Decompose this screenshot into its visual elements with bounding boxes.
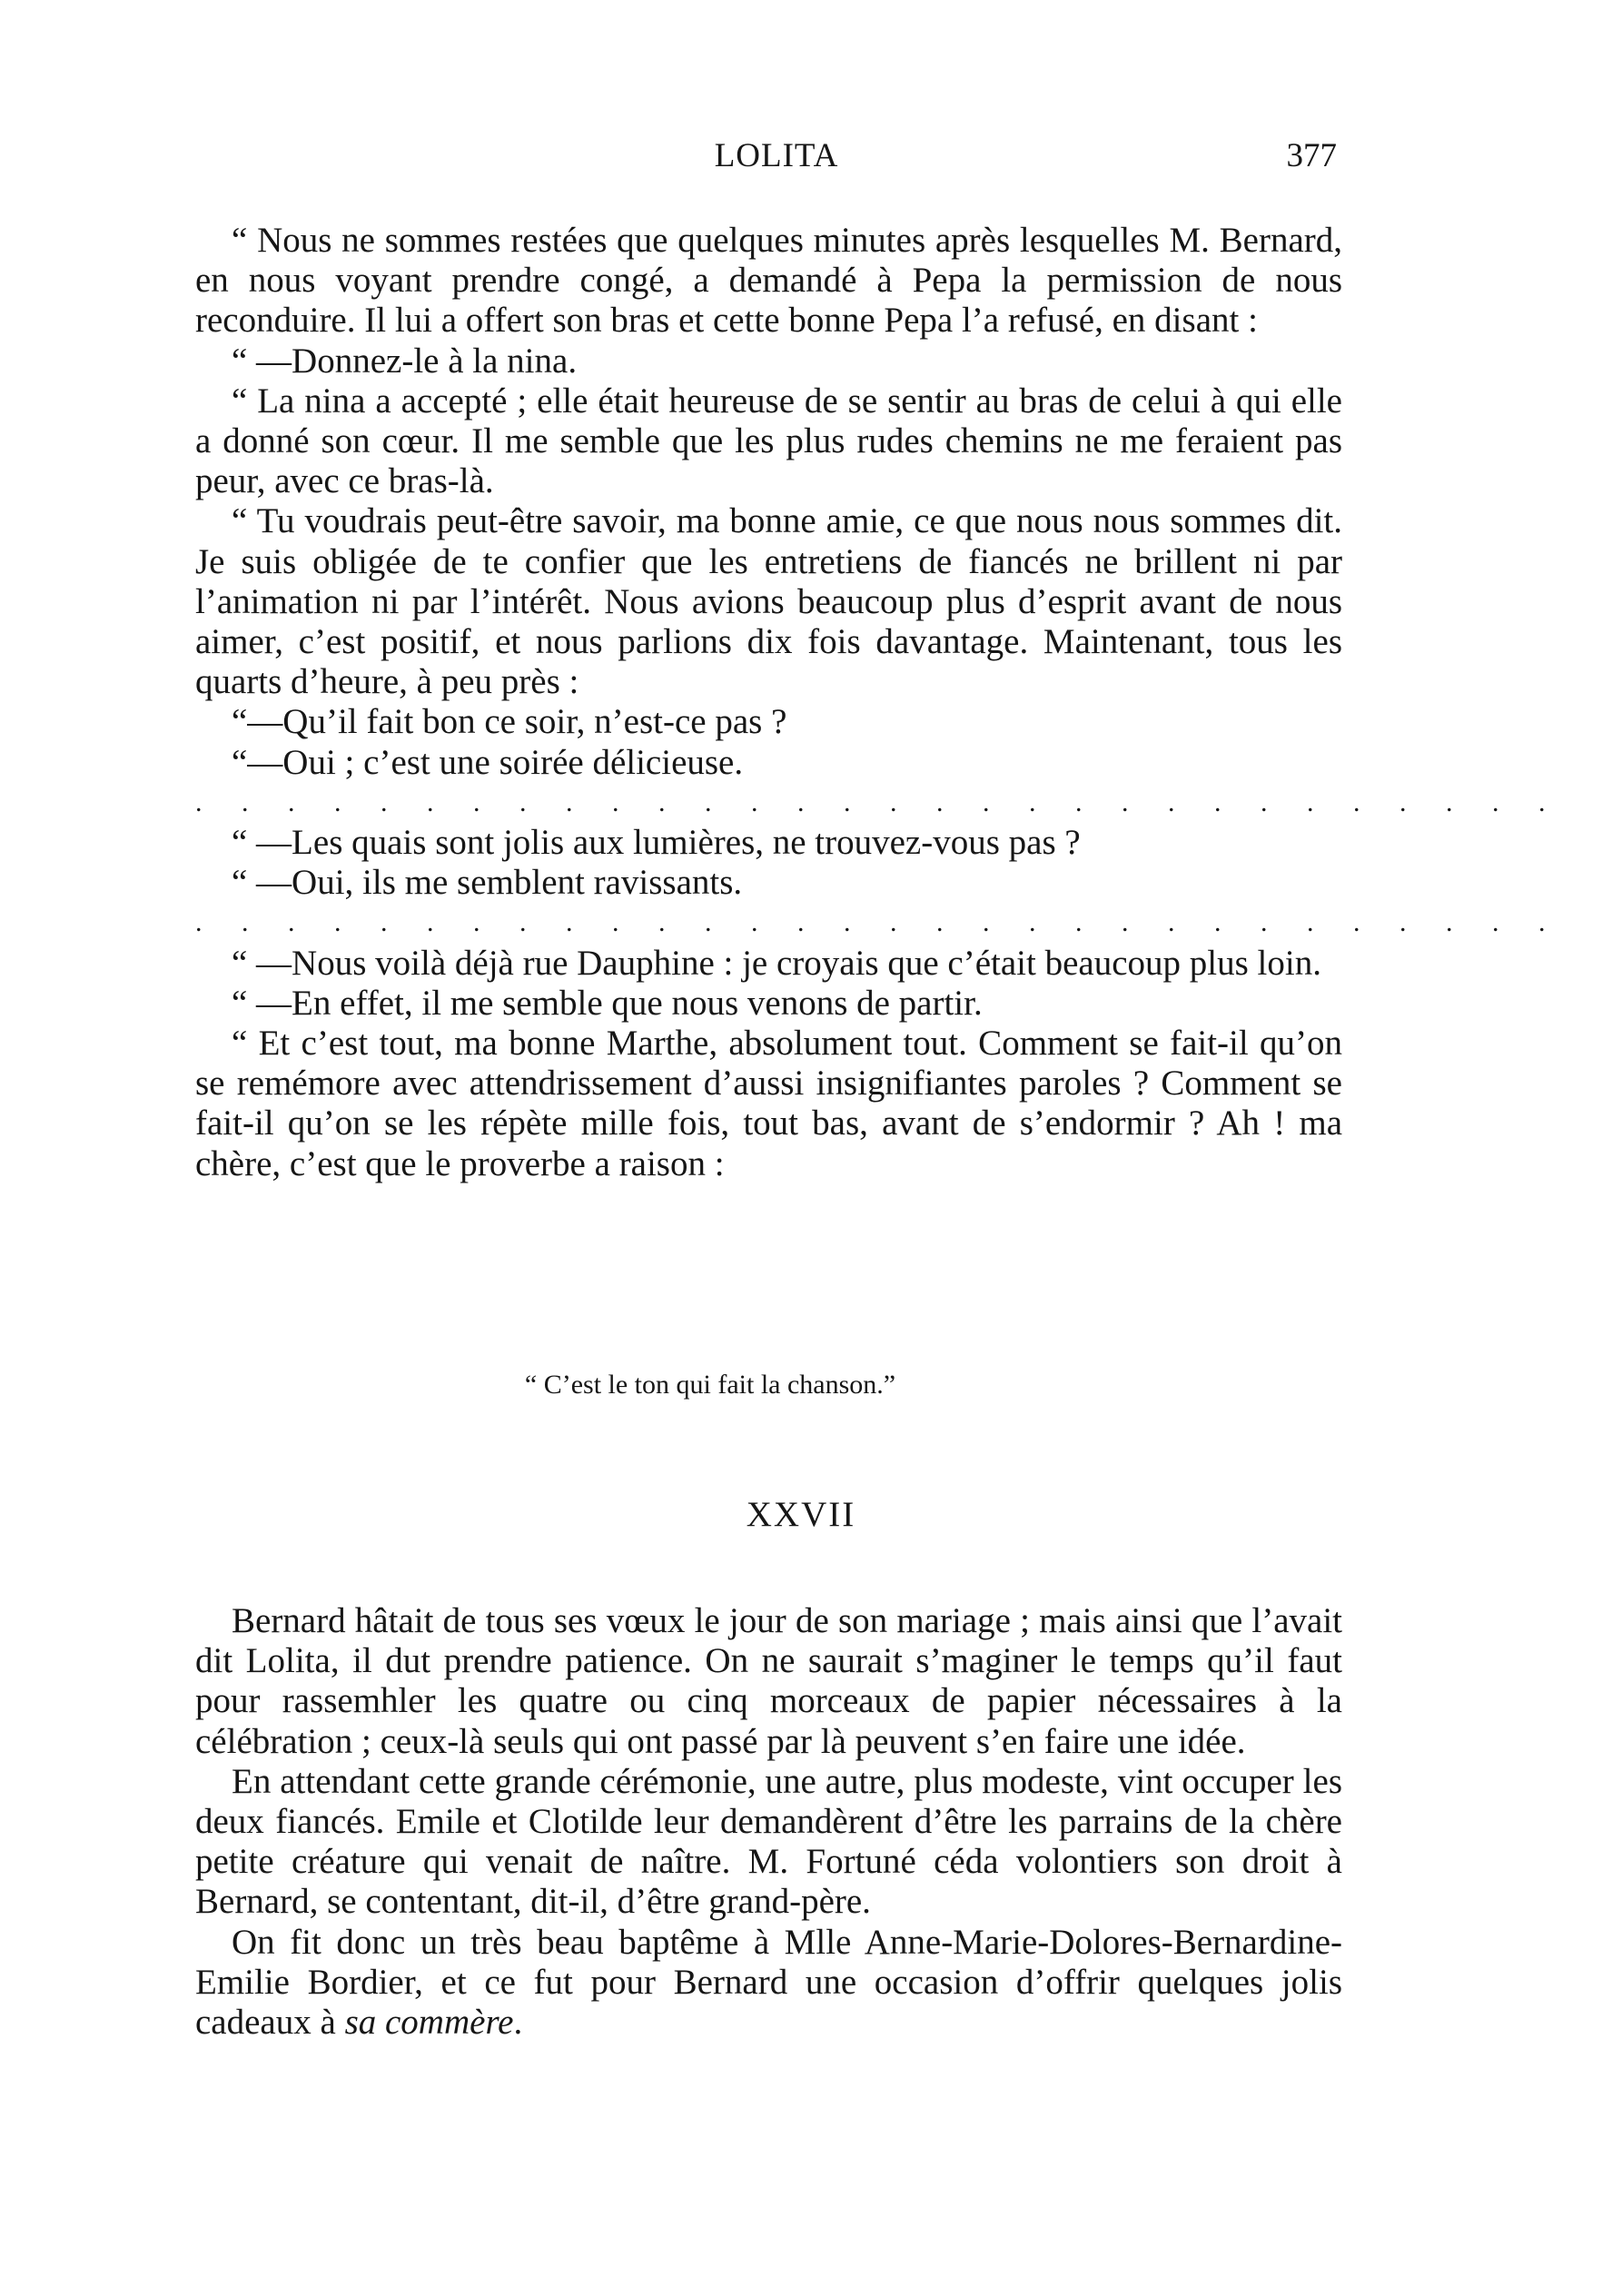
proverb-quote: “ C’est le ton qui fait la chanson.” — [524, 1370, 896, 1400]
paragraph-last — [195, 1923, 1342, 2044]
page-number: 377 — [1286, 137, 1337, 174]
chapter-heading: XXVII — [746, 1495, 856, 1534]
paragraph: “—Qu’il fait bon ce soir, n’est-ce pas ? — [232, 702, 787, 742]
ellipsis-row: . . . . . . . . . . . . . . . . . . . . . . . . . . . . . . — [195, 907, 1562, 938]
running-title: LOLITA — [714, 137, 839, 174]
paragraph-text: On fit donc un très beau baptême à Mlle Anne-Marie-Dolores-Bernardine-Emilie Bordier, et ce fut pour Bernard une occasion d’offrir quelques jolis cadeaux à — [195, 1922, 1342, 2043]
paragraph-end: . — [513, 2003, 523, 2043]
ellipsis-row: . . . . . . . . . . . . . . . . . . . . . . . . . . . . . . — [195, 787, 1562, 817]
paragraph: Bernard hâtait de tous ses vœux le jour de son mariage ; mais ainsi que l’avait dit Lolita, il dut prendre patience. On ne saurait s’maginer le temps qu’il faut pour rassemhler les quatre ou cinq morceaux de papier nécessaires à la célébration ; ceux-là seuls qui ont passé par là peuvent s’en faire une idée. — [195, 1601, 1342, 1761]
paragraph: “ La nina a accepté ; elle était heureuse de se sentir au bras de celui à qui elle a donné son cœur. Il me semble que les plus rudes chemins ne me feraient pas peur, avec ce bras-là. — [195, 381, 1342, 501]
running-head — [0, 136, 1420, 182]
paragraph: “ —Oui, ils me semblent ravissants. — [232, 863, 743, 903]
paragraph: “ —Les quais sont jolis aux lumières, ne trouvez-vous pas ? — [232, 823, 1081, 863]
paragraph: “ Tu voudrais peut-être savoir, ma bonne amie, ce que nous nous sommes dit. Je suis obligée de te confier que les entretiens de fiancés ne brillent ni par l’animation ni par l’intérêt. Nous avions beaucoup plus d’esprit avant de nous aimer, c’est positif, et nous parlions dix fois davantage. Maintenant, tous les quarts d’heure, à peu près : — [195, 501, 1342, 702]
body-text-upper — [195, 221, 1562, 1184]
paragraph: “—Oui ; c’est une soirée délicieuse. — [232, 742, 744, 782]
body-text-chapter — [195, 1601, 1342, 2043]
paragraph: “ Et c’est tout, ma bonne Marthe, absolument tout. Comment se fait-il qu’on se remémore avec attendrissement d’aussi insignifiantes paroles ? Comment se fait-il qu’on se les répète mille fois, tout bas, avant de s’endormir ? Ah ! ma chère, c’est que le proverbe a raison : — [195, 1024, 1342, 1183]
italic-text: sa commère — [344, 2003, 514, 2043]
paragraph: En attendant cette grande cérémonie, une autre, plus modeste, vint occuper les deux fiancés. Emile et Clotilde leur demandèrent d’être les parrains de la chère petite créature qui venait de naître. M. Fortuné céda volontiers son droit à Bernard, se contentant, dit-il, d’être grand-père. — [195, 1761, 1342, 1922]
paragraph: “ —Donnez-le à la nina. — [232, 341, 578, 381]
paragraph: “ —Nous voilà déjà rue Dauphine : je croyais que c’était beaucoup plus loin. — [232, 943, 1321, 983]
paragraph: “ Nous ne sommes restées que quelques minutes après lesquelles M. Bernard, en nous voyant prendre congé, a demandé à Pepa la permission de nous reconduire. Il lui a offert son bras et cette bonne Pepa l’a refusé, en disant : — [195, 221, 1342, 341]
paragraph: “ —En effet, il me semble que nous venons de partir. — [232, 983, 983, 1023]
